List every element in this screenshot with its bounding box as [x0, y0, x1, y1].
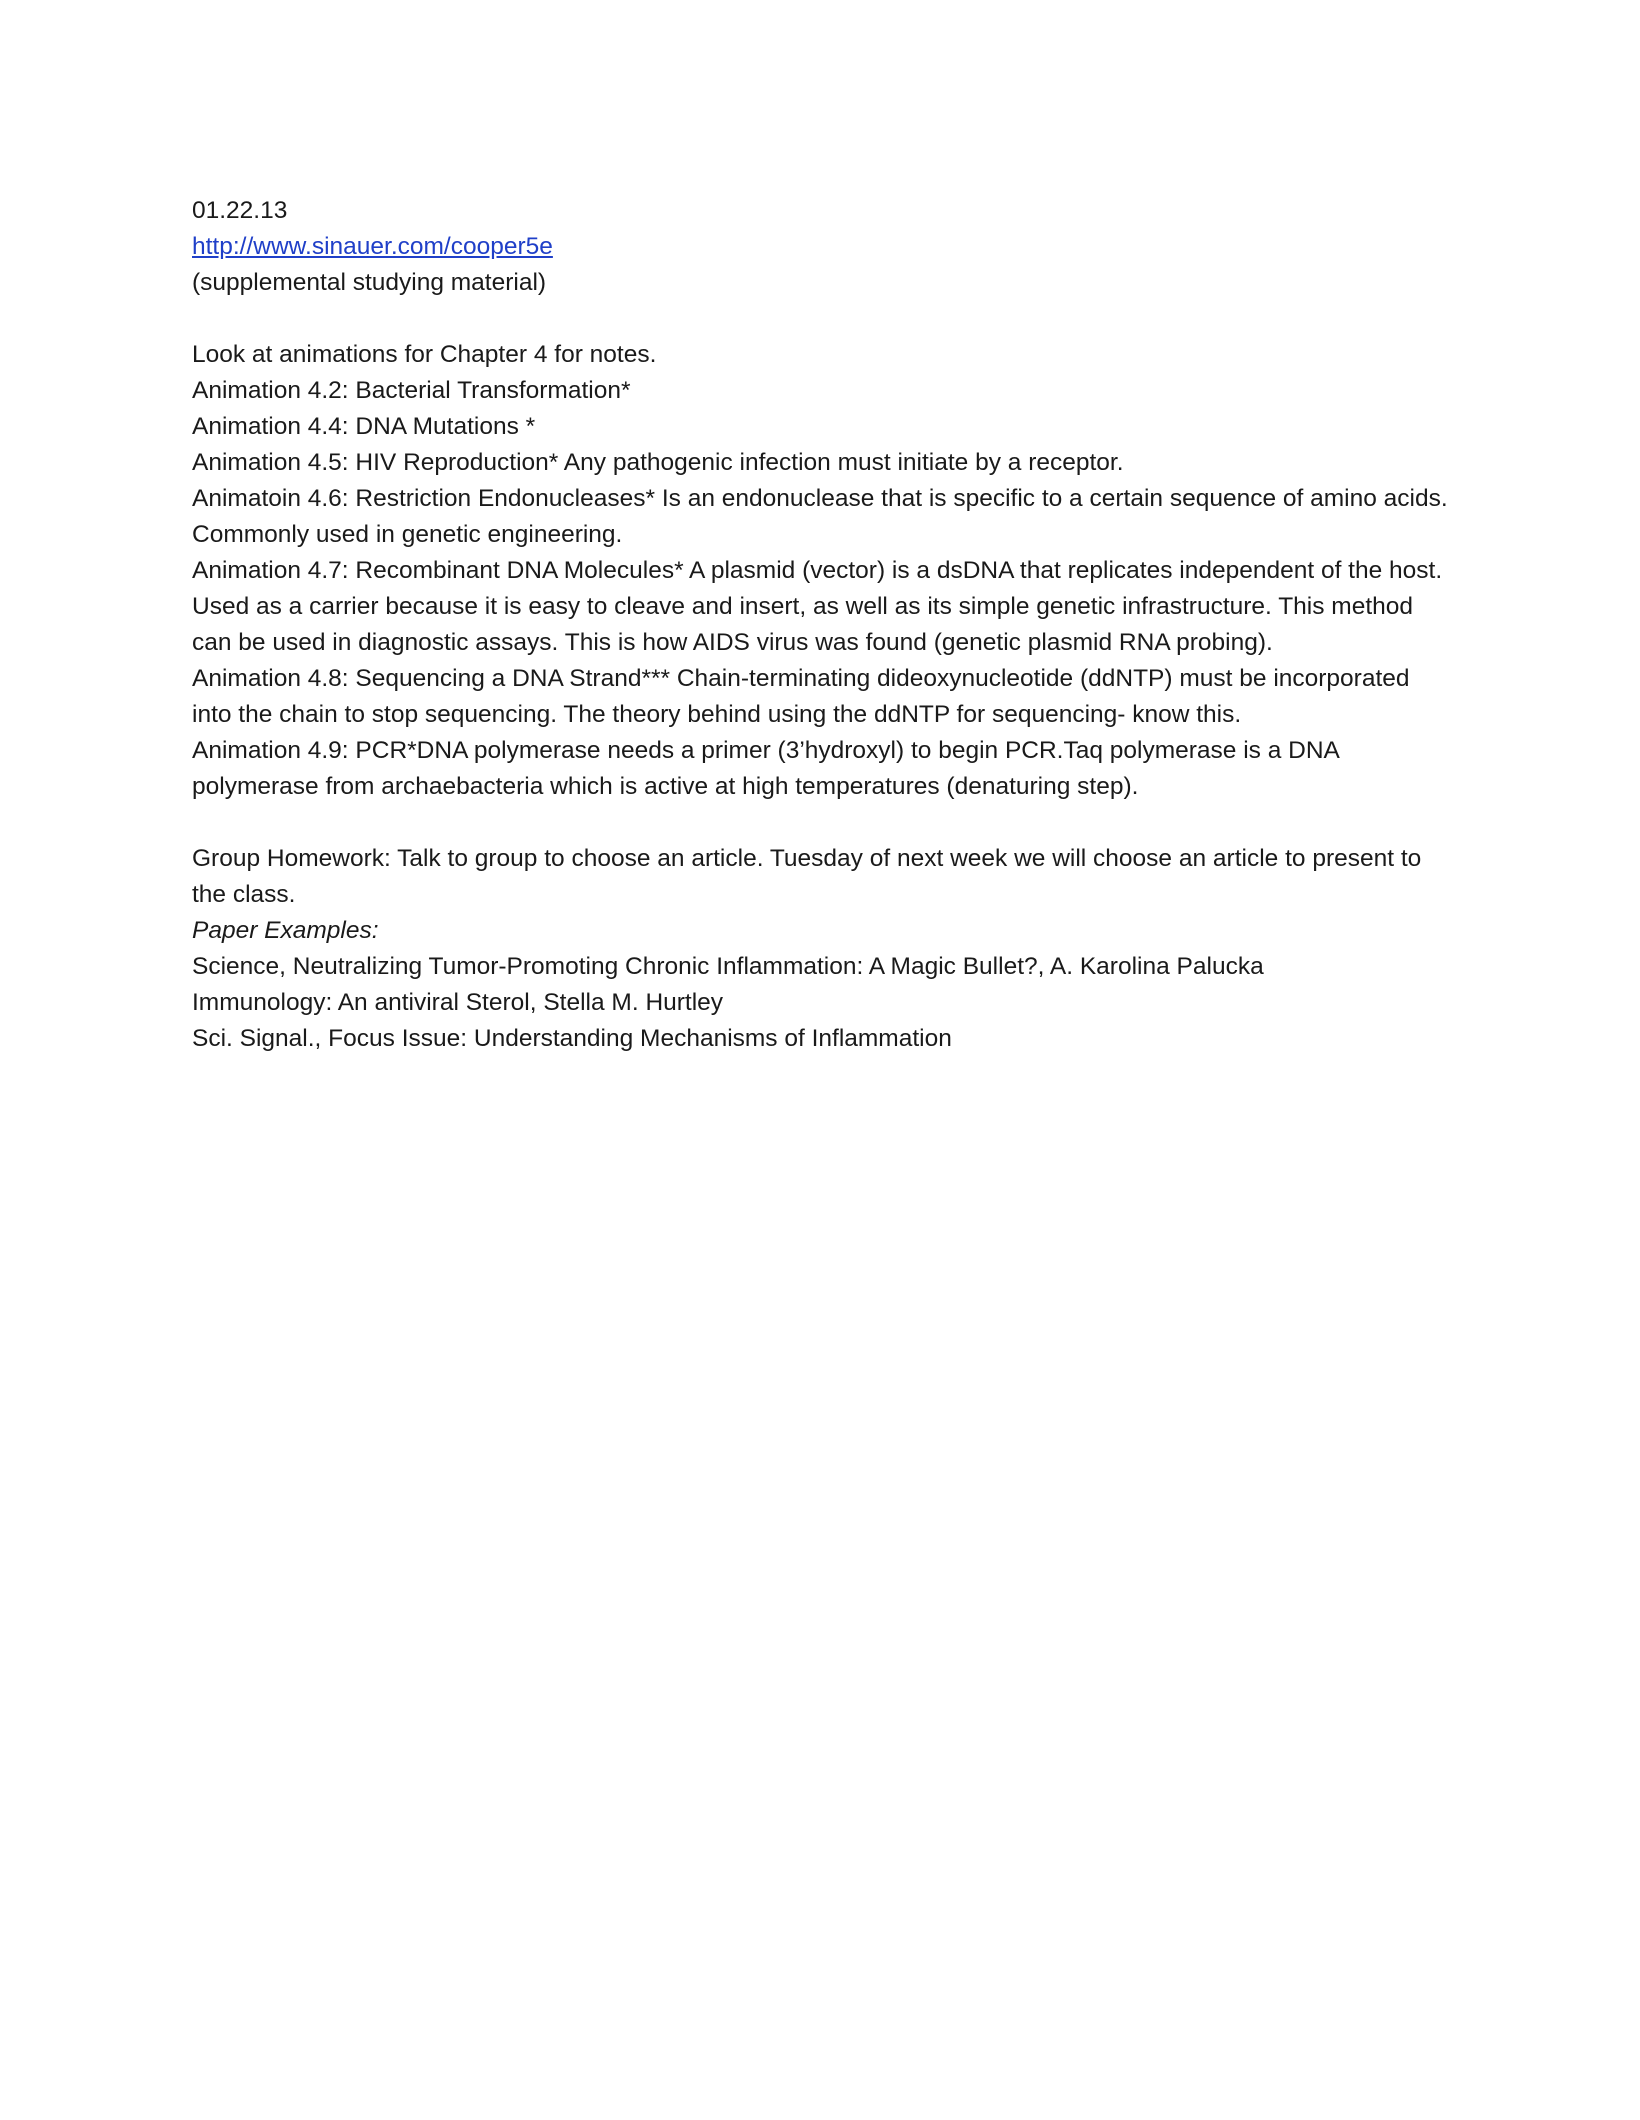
animation-item: Animation 4.9: PCR*DNA polymerase needs a primer (3’hydroxyl) to begin PCR.Taq polymerase is a DNA polymerase from archaebacteria which is active at high temperatures (denaturing step).: [192, 737, 1339, 800]
paper-example: Sci. Signal., Focus Issue: Understanding Mechanisms of Inflammation: [192, 1025, 952, 1052]
supplemental-link[interactable]: http://www.sinauer.com/cooper5e: [192, 233, 553, 260]
supplemental-note: (supplemental studying material): [192, 269, 547, 296]
animation-item: Animation 4.4: DNA Mutations *: [192, 413, 536, 440]
group-homework: Group Homework: Talk to group to choose an article. Tuesday of next week we will choose an article to present to the class.: [192, 845, 1422, 908]
paper-example: Science, Neutralizing Tumor-Promoting Chronic Inflammation: A Magic Bullet?, A. Karolina Palucka: [192, 953, 1264, 980]
blank-line: [192, 301, 1452, 337]
animations-intro: Look at animations for Chapter 4 for notes.: [192, 341, 657, 368]
date-line: 01.22.13: [192, 197, 288, 224]
paper-examples-heading: Paper Examples:: [192, 917, 379, 944]
animation-item: Animatoin 4.6: Restriction Endonucleases* Is an endonuclease that is specific to a certain sequence of amino acids. Commonly used in genetic engineering.: [192, 485, 1448, 548]
animation-item: Animation 4.5: HIV Reproduction* Any pathogenic infection must initiate by a receptor.: [192, 449, 1124, 476]
document-body: [192, 193, 1452, 1057]
paper-example: Immunology: An antiviral Sterol, Stella M. Hurtley: [192, 989, 724, 1016]
animation-item: Animation 4.2: Bacterial Transformation*: [192, 377, 631, 404]
animation-item: Animation 4.8: Sequencing a DNA Strand*** Chain-terminating dideoxynucleotide (ddNTP) must be incorporated into the chain to stop sequencing. The theory behind using the ddNTP for sequencing- know this.: [192, 665, 1410, 728]
blank-line: [192, 805, 1452, 841]
animation-item: Animation 4.7: Recombinant DNA Molecules* A plasmid (vector) is a dsDNA that replicates independent of the host. Used as a carrier because it is easy to cleave and insert, as well as its simple genetic infrastructure. This method can be used in diagnostic assays. This is how AIDS virus was found (genetic plasmid RNA probing).: [192, 557, 1443, 656]
